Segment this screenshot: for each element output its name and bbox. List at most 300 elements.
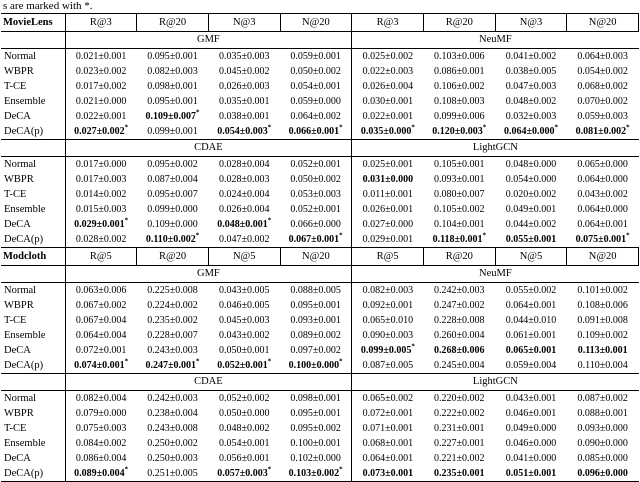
table-row <box>1 232 639 248</box>
metric-value: 0.082±0.004 <box>75 393 127 404</box>
metric-value: 0.050±0.002 <box>280 64 352 79</box>
metric-value: 0.093±0.000 <box>577 423 628 434</box>
table-row <box>1 283 639 299</box>
significance-star: * <box>124 216 129 225</box>
significance-star: * <box>124 123 129 132</box>
metric-value: 0.044±0.010 <box>505 315 557 326</box>
table-row <box>1 466 639 482</box>
metric-value: 0.099±0.006 <box>434 111 485 122</box>
metric-value: 0.082±0.003 <box>147 66 198 77</box>
metric-value: 0.026±0.003 <box>218 81 270 92</box>
metric-value: 0.048±0.002 <box>218 423 270 434</box>
metric-value: 0.065±0.001 <box>505 345 557 356</box>
table-row <box>1 328 639 343</box>
metric-value: 0.028±0.003 <box>218 174 270 185</box>
metric-value: 0.113±0.001 <box>577 345 628 356</box>
method-name: Normal <box>1 49 65 65</box>
metric-value: 0.044±0.002 <box>505 219 557 230</box>
metric-value: 0.054±0.000 <box>505 174 557 185</box>
metric-value: 0.020±0.002 <box>505 189 557 200</box>
metric-value: 0.228±0.007 <box>147 330 198 341</box>
metric-value: 0.052±0.002 <box>218 393 270 404</box>
metric-value: 0.046±0.001 <box>505 408 557 419</box>
model-header: GMF <box>65 266 352 283</box>
metric-value: 0.061±0.001 <box>505 330 557 341</box>
metric-value: 0.268±0.006 <box>434 345 485 356</box>
metric-value: 0.017±0.000 <box>75 159 127 170</box>
metric-value: 0.025±0.001 <box>362 159 414 170</box>
metric-value: 0.089±0.002 <box>280 328 352 343</box>
metric-value: 0.235±0.001 <box>434 468 485 479</box>
metric-value: 0.090±0.000 <box>577 438 628 449</box>
significance-star: * <box>411 342 415 351</box>
metric-value: 0.054±0.001 <box>280 79 352 94</box>
table-row <box>1 451 639 466</box>
metric-value: 0.065±0.002 <box>362 393 414 404</box>
metric-value: 0.100±0.000* <box>280 358 352 374</box>
metric-value: 0.108±0.006 <box>577 300 628 311</box>
metric-value: 0.072±0.001 <box>75 345 127 356</box>
table-row <box>1 358 639 374</box>
metric-value: 0.064±0.001 <box>577 219 628 230</box>
table-row <box>1 172 639 187</box>
metric-value: 0.105±0.001 <box>434 159 485 170</box>
significance-star: * <box>196 108 200 117</box>
metric-header: R@20 <box>137 248 209 266</box>
metric-value: 0.109±0.007* <box>145 108 200 122</box>
method-name: WBPR <box>1 64 65 79</box>
metric-value: 0.048±0.000 <box>505 159 557 170</box>
metric-value: 0.079±0.000 <box>75 408 127 419</box>
significance-star: * <box>626 231 630 240</box>
metric-value: 0.029±0.001 <box>362 234 414 245</box>
metric-value: 0.090±0.003 <box>362 330 414 341</box>
metric-value: 0.035±0.003 <box>218 51 270 62</box>
metric-value: 0.099±0.005* <box>360 342 415 356</box>
table-caption-fragment: s are marked with *. <box>3 0 93 12</box>
table-row <box>1 109 639 124</box>
metric-value: 0.017±0.002 <box>75 81 127 92</box>
metric-value: 0.066±0.000 <box>280 217 352 232</box>
metric-header: N@20 <box>280 14 352 32</box>
method-name: Normal <box>1 157 65 173</box>
metric-value: 0.250±0.002 <box>147 438 198 449</box>
metric-value: 0.015±0.003 <box>75 204 127 215</box>
metric-value: 0.056±0.001 <box>218 453 270 464</box>
table-row <box>1 421 639 436</box>
metric-value: 0.050±0.000 <box>218 408 270 419</box>
method-name: WBPR <box>1 172 65 187</box>
metric-value: 0.052±0.001 <box>280 157 352 173</box>
method-name: Normal <box>1 283 65 299</box>
significance-star: * <box>339 231 343 240</box>
method-name: WBPR <box>1 406 65 421</box>
metric-value: 0.242±0.003 <box>147 393 198 404</box>
metric-value: 0.098±0.001 <box>280 391 352 407</box>
metric-value: 0.095±0.007 <box>147 189 198 200</box>
metric-value: 0.041±0.000 <box>505 453 557 464</box>
metric-header-row <box>1 248 639 266</box>
metric-value: 0.082±0.003 <box>362 285 414 296</box>
metric-header: R@20 <box>423 248 495 266</box>
metric-value: 0.028±0.004 <box>218 159 270 170</box>
metric-value: 0.095±0.002 <box>147 159 198 170</box>
metric-value: 0.059±0.004 <box>505 360 557 371</box>
metric-value: 0.093±0.001 <box>280 313 352 328</box>
model-header: CDAE <box>65 374 352 391</box>
method-name: T-CE <box>1 313 65 328</box>
metric-value: 0.247±0.002 <box>434 300 485 311</box>
metric-value: 0.086±0.004 <box>75 453 127 464</box>
model-header-row <box>1 140 639 157</box>
metric-value: 0.087±0.002 <box>577 393 628 404</box>
method-name: DeCA(p) <box>1 124 65 140</box>
metric-header-row <box>1 14 639 32</box>
metric-value: 0.089±0.004* <box>74 465 129 479</box>
metric-value: 0.048±0.002 <box>505 96 557 107</box>
metric-value: 0.047±0.003 <box>505 81 557 92</box>
method-name: T-CE <box>1 187 65 202</box>
metric-value: 0.073±0.001 <box>362 468 414 479</box>
metric-value: 0.032±0.003 <box>505 111 557 122</box>
metric-value: 0.250±0.003 <box>147 453 198 464</box>
metric-value: 0.059±0.001 <box>280 49 352 65</box>
metric-value: 0.220±0.002 <box>434 393 485 404</box>
metric-value: 0.064±0.001 <box>505 300 557 311</box>
metric-value: 0.054±0.001 <box>218 438 270 449</box>
metric-value: 0.064±0.003 <box>577 51 628 62</box>
metric-value: 0.091±0.008 <box>577 315 628 326</box>
metric-value: 0.054±0.002 <box>577 66 628 77</box>
metric-value: 0.035±0.000* <box>360 123 415 137</box>
table-row <box>1 157 639 173</box>
metric-value: 0.026±0.004 <box>218 204 270 215</box>
metric-header: N@5 <box>208 248 280 266</box>
metric-header: R@20 <box>137 14 209 32</box>
metric-value: 0.027±0.000 <box>362 219 414 230</box>
metric-value: 0.098±0.001 <box>147 81 198 92</box>
metric-value: 0.096±0.000 <box>577 468 628 479</box>
metric-value: 0.022±0.001 <box>75 111 127 122</box>
metric-value: 0.024±0.004 <box>218 189 270 200</box>
metric-value: 0.081±0.002* <box>575 123 630 137</box>
metric-header: R@5 <box>65 248 137 266</box>
significance-star: * <box>339 465 343 474</box>
metric-value: 0.243±0.003 <box>147 345 198 356</box>
empty-corner-cell <box>1 374 65 391</box>
metric-value: 0.074±0.001* <box>74 357 129 371</box>
metric-value: 0.021±0.001 <box>75 51 127 62</box>
metric-value: 0.242±0.003 <box>434 285 485 296</box>
metric-value: 0.120±0.003* <box>432 123 487 137</box>
significance-star: * <box>195 231 200 240</box>
metric-value: 0.247±0.001* <box>145 357 200 371</box>
metric-header: N@20 <box>280 248 352 266</box>
metric-value: 0.049±0.000 <box>505 423 557 434</box>
metric-value: 0.059±0.000 <box>280 94 352 109</box>
significance-star: * <box>482 123 487 132</box>
model-header: CDAE <box>65 140 352 157</box>
metric-value: 0.104±0.001 <box>434 219 485 230</box>
method-name: DeCA(p) <box>1 232 65 248</box>
metric-value: 0.043±0.005 <box>218 285 270 296</box>
metric-value: 0.064±0.000 <box>577 174 628 185</box>
method-name: Ensemble <box>1 202 65 217</box>
metric-value: 0.064±0.002 <box>280 109 352 124</box>
table-row <box>1 94 639 109</box>
table-row <box>1 202 639 217</box>
method-name: Normal <box>1 391 65 407</box>
metric-value: 0.030±0.001 <box>362 96 414 107</box>
metric-value: 0.043±0.002 <box>218 330 270 341</box>
metric-value: 0.093±0.001 <box>434 174 485 185</box>
method-name: DeCA(p) <box>1 358 65 374</box>
metric-value: 0.064±0.001 <box>362 453 414 464</box>
metric-value: 0.225±0.008 <box>147 285 198 296</box>
metric-value: 0.067±0.002 <box>75 300 127 311</box>
metric-value: 0.065±0.010 <box>362 315 414 326</box>
significance-star: * <box>339 123 343 132</box>
metric-value: 0.055±0.002 <box>505 285 557 296</box>
method-name: T-CE <box>1 79 65 94</box>
table-row <box>1 79 639 94</box>
metric-header: R@3 <box>65 14 137 32</box>
model-header: NeuMF <box>352 32 639 49</box>
metric-value: 0.231±0.001 <box>434 423 485 434</box>
metric-value: 0.065±0.000 <box>577 159 628 170</box>
method-name: Ensemble <box>1 436 65 451</box>
model-header: GMF <box>65 32 352 49</box>
metric-value: 0.103±0.002* <box>280 466 352 482</box>
metric-value: 0.071±0.001 <box>362 423 414 434</box>
metric-value: 0.050±0.001 <box>218 345 270 356</box>
table-row <box>1 406 639 421</box>
metric-value: 0.106±0.002 <box>434 81 485 92</box>
metric-value: 0.110±0.004 <box>577 360 628 371</box>
significance-star: * <box>554 123 558 132</box>
metric-value: 0.048±0.001* <box>217 216 272 230</box>
metric-value: 0.045±0.003 <box>218 315 270 326</box>
model-header: LightGCN <box>352 374 639 391</box>
metric-value: 0.047±0.002 <box>218 234 270 245</box>
significance-star: * <box>267 216 272 225</box>
metric-value: 0.101±0.002 <box>577 285 628 296</box>
table-row <box>1 49 639 65</box>
table-row <box>1 313 639 328</box>
metric-value: 0.066±0.001* <box>280 124 352 140</box>
significance-star: * <box>626 123 630 132</box>
metric-value: 0.052±0.001 <box>280 202 352 217</box>
dataset-name: Modcloth <box>1 248 65 266</box>
metric-value: 0.043±0.002 <box>577 189 628 200</box>
table-row <box>1 391 639 407</box>
model-header-row <box>1 32 639 49</box>
metric-value: 0.075±0.003 <box>75 423 127 434</box>
metric-value: 0.035±0.001 <box>218 96 270 107</box>
metric-value: 0.053±0.003 <box>280 187 352 202</box>
metric-value: 0.109±0.002 <box>577 330 628 341</box>
metric-value: 0.028±0.002 <box>75 234 127 245</box>
metric-value: 0.087±0.005 <box>362 360 414 371</box>
metric-value: 0.260±0.004 <box>434 330 485 341</box>
method-name: DeCA(p) <box>1 466 65 482</box>
metric-value: 0.059±0.003 <box>577 111 628 122</box>
metric-value: 0.068±0.001 <box>362 438 414 449</box>
metric-value: 0.064±0.004 <box>75 330 127 341</box>
table-row <box>1 124 639 140</box>
metric-value: 0.100±0.001 <box>280 436 352 451</box>
metric-value: 0.067±0.004 <box>75 315 127 326</box>
significance-star: * <box>267 357 272 366</box>
metric-value: 0.251±0.005 <box>147 468 198 479</box>
metric-value: 0.064±0.000 <box>577 204 628 215</box>
metric-value: 0.054±0.003* <box>217 123 272 137</box>
results-table <box>1 13 639 482</box>
metric-value: 0.022±0.003 <box>362 66 414 77</box>
metric-value: 0.038±0.005 <box>505 66 557 77</box>
method-name: Ensemble <box>1 94 65 109</box>
metric-value: 0.086±0.001 <box>434 66 485 77</box>
metric-value: 0.070±0.002 <box>577 96 628 107</box>
metric-header: N@3 <box>208 14 280 32</box>
metric-value: 0.011±0.001 <box>362 189 413 200</box>
metric-value: 0.026±0.004 <box>362 81 414 92</box>
significance-star: * <box>196 357 200 366</box>
metric-value: 0.038±0.001 <box>218 111 270 122</box>
metric-value: 0.080±0.007 <box>434 189 485 200</box>
metric-value: 0.108±0.003 <box>434 96 485 107</box>
metric-value: 0.045±0.002 <box>218 66 270 77</box>
metric-value: 0.084±0.002 <box>75 438 127 449</box>
results-table-body <box>1 14 639 482</box>
metric-value: 0.021±0.000 <box>75 96 127 107</box>
metric-value: 0.029±0.001* <box>74 216 129 230</box>
model-header: NeuMF <box>352 266 639 283</box>
metric-value: 0.046±0.005 <box>218 300 270 311</box>
table-row <box>1 217 639 232</box>
metric-value: 0.221±0.002 <box>434 453 485 464</box>
metric-value: 0.085±0.000 <box>577 453 628 464</box>
metric-value: 0.068±0.002 <box>577 81 628 92</box>
table-row <box>1 298 639 313</box>
metric-value: 0.088±0.005 <box>280 283 352 299</box>
metric-value: 0.027±0.002* <box>74 123 129 137</box>
metric-value: 0.075±0.001* <box>575 231 630 245</box>
metric-header: N@20 <box>567 248 639 266</box>
metric-value: 0.097±0.002 <box>280 343 352 358</box>
table-row <box>1 343 639 358</box>
metric-value: 0.118±0.001* <box>432 231 486 245</box>
metric-value: 0.095±0.001 <box>147 51 198 62</box>
metric-value: 0.243±0.008 <box>147 423 198 434</box>
metric-value: 0.224±0.002 <box>147 300 198 311</box>
table-row <box>1 436 639 451</box>
metric-value: 0.103±0.006 <box>434 51 485 62</box>
metric-value: 0.092±0.001 <box>362 300 414 311</box>
metric-value: 0.088±0.001 <box>577 408 628 419</box>
metric-header: R@5 <box>352 248 424 266</box>
metric-value: 0.095±0.002 <box>280 421 352 436</box>
metric-value: 0.063±0.006 <box>75 285 127 296</box>
metric-value: 0.055±0.001 <box>505 234 557 245</box>
metric-value: 0.022±0.001 <box>362 111 414 122</box>
metric-header: N@5 <box>495 248 567 266</box>
method-name: Ensemble <box>1 328 65 343</box>
metric-value: 0.014±0.002 <box>75 189 127 200</box>
metric-value: 0.043±0.001 <box>505 393 557 404</box>
method-name: DeCA <box>1 217 65 232</box>
metric-value: 0.102±0.000 <box>280 451 352 466</box>
significance-star: * <box>267 465 272 474</box>
metric-value: 0.095±0.001 <box>147 96 198 107</box>
metric-value: 0.023±0.002 <box>75 66 127 77</box>
metric-value: 0.087±0.004 <box>147 174 198 185</box>
metric-header: R@20 <box>423 14 495 32</box>
metric-value: 0.099±0.001 <box>147 126 198 137</box>
metric-value: 0.227±0.001 <box>434 438 485 449</box>
metric-value: 0.245±0.004 <box>434 360 485 371</box>
model-header-row <box>1 374 639 391</box>
method-name: DeCA <box>1 451 65 466</box>
metric-value: 0.057±0.003* <box>217 465 272 479</box>
significance-star: * <box>482 231 486 240</box>
metric-value: 0.017±0.003 <box>75 174 127 185</box>
metric-header: N@20 <box>567 14 639 32</box>
significance-star: * <box>339 357 343 366</box>
empty-corner-cell <box>1 32 65 49</box>
metric-value: 0.222±0.002 <box>434 408 485 419</box>
empty-corner-cell <box>1 140 65 157</box>
metric-value: 0.049±0.001 <box>505 204 557 215</box>
metric-value: 0.238±0.004 <box>147 408 198 419</box>
metric-value: 0.235±0.002 <box>147 315 198 326</box>
method-name: DeCA <box>1 343 65 358</box>
dataset-name: MovieLens <box>1 14 65 32</box>
metric-value: 0.046±0.000 <box>505 438 557 449</box>
metric-value: 0.025±0.002 <box>362 51 414 62</box>
model-header: LightGCN <box>352 140 639 157</box>
metric-value: 0.052±0.001* <box>217 357 272 371</box>
metric-value: 0.031±0.000 <box>362 174 414 185</box>
significance-star: * <box>267 123 272 132</box>
metric-value: 0.050±0.002 <box>280 172 352 187</box>
table-row <box>1 187 639 202</box>
metric-header: N@3 <box>495 14 567 32</box>
method-name: WBPR <box>1 298 65 313</box>
metric-value: 0.051±0.001 <box>505 468 557 479</box>
significance-star: * <box>411 123 415 132</box>
metric-value: 0.228±0.008 <box>434 315 485 326</box>
method-name: DeCA <box>1 109 65 124</box>
metric-value: 0.067±0.001* <box>280 232 352 248</box>
empty-corner-cell <box>1 266 65 283</box>
metric-value: 0.110±0.002* <box>145 231 200 245</box>
model-header-row <box>1 266 639 283</box>
metric-value: 0.064±0.000* <box>503 123 558 137</box>
metric-header: R@3 <box>352 14 424 32</box>
metric-value: 0.041±0.002 <box>505 51 557 62</box>
metric-value: 0.109±0.000 <box>147 219 198 230</box>
significance-star: * <box>124 357 129 366</box>
significance-star: * <box>124 465 129 474</box>
metric-value: 0.072±0.001 <box>362 408 414 419</box>
metric-value: 0.095±0.001 <box>280 298 352 313</box>
metric-value: 0.105±0.002 <box>434 204 485 215</box>
metric-value: 0.095±0.001 <box>280 406 352 421</box>
method-name: T-CE <box>1 421 65 436</box>
metric-value: 0.099±0.000 <box>147 204 198 215</box>
table-row <box>1 64 639 79</box>
